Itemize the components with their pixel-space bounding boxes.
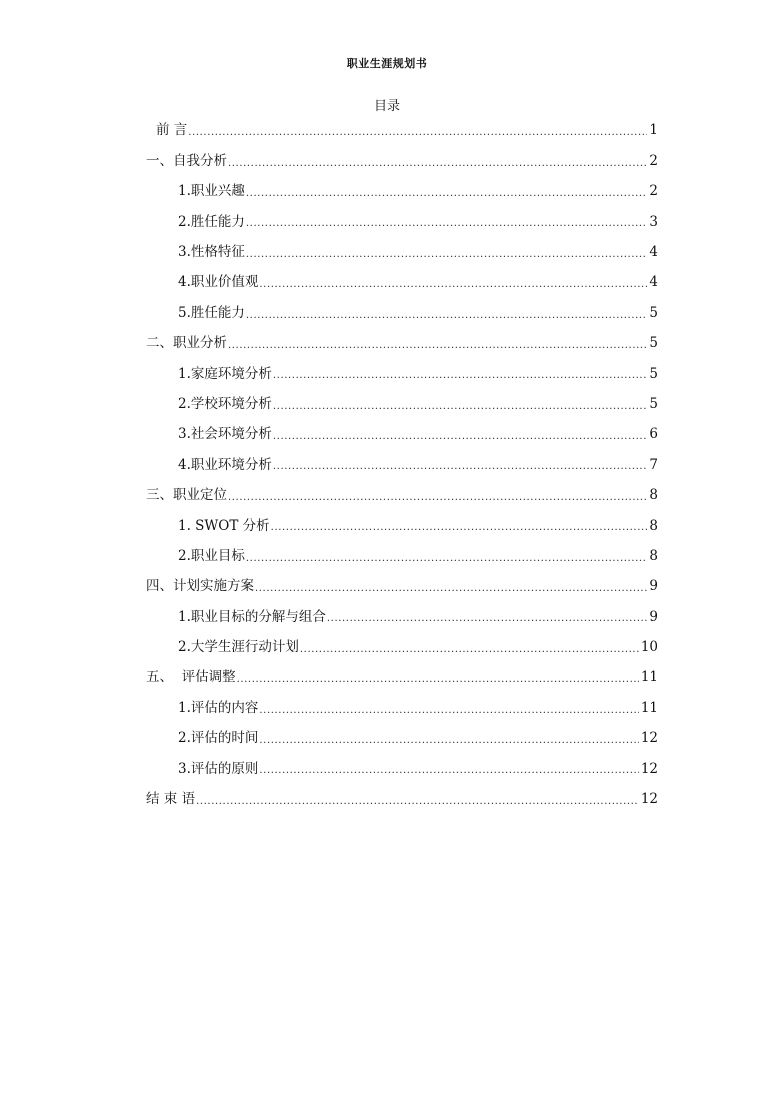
- toc-entry-label: 一、自我分析: [146, 152, 227, 169]
- toc-entry-label: 1.家庭环境分析: [178, 365, 272, 382]
- toc-entry-page: 8: [649, 547, 658, 564]
- toc-leader-dots: [237, 675, 639, 685]
- toc-leader-dots: [228, 493, 647, 503]
- toc-leader-dots: [273, 371, 648, 381]
- toc-entry-label: 4.职业环境分析: [178, 456, 272, 473]
- toc-entry-career-values[interactable]: [146, 268, 658, 298]
- toc-leader-dots: [271, 523, 648, 533]
- toc-entry-label: 三、职业定位: [146, 487, 227, 504]
- toc-entry-conclusion[interactable]: [146, 785, 658, 815]
- toc-entry-page: 5: [649, 304, 658, 321]
- toc-entry-page: 1: [649, 122, 658, 139]
- toc-entry-page: 4: [649, 244, 658, 260]
- toc-leader-dots: [273, 432, 648, 442]
- toc-entry-label: 2.评估的时间: [178, 730, 259, 747]
- toc-leader-dots: [188, 128, 647, 138]
- toc-entry-page: 2: [649, 183, 658, 200]
- toc-entry-page: 9: [649, 578, 658, 595]
- toc-entry-label: 4.职业价值观: [178, 274, 259, 291]
- toc-entry-label: 3.性格特征: [178, 244, 245, 260]
- toc-entry-page: 7: [649, 456, 658, 473]
- toc-entry-preface[interactable]: [146, 116, 658, 146]
- toc-entry-family-environment[interactable]: [146, 359, 658, 389]
- toc-entry-evaluation-principles[interactable]: [146, 754, 658, 784]
- toc-leader-dots: [246, 311, 648, 321]
- toc-entry-page: 11: [640, 699, 658, 716]
- toc-leader-dots: [300, 645, 639, 655]
- toc-entry-personality[interactable]: [146, 238, 658, 268]
- toc-entry-competency-2[interactable]: [146, 298, 658, 328]
- toc-entry-page: 8: [649, 517, 658, 534]
- toc-entry-page: 11: [640, 669, 658, 686]
- table-of-contents: [146, 116, 658, 815]
- toc-entry-swot-analysis[interactable]: [146, 511, 658, 541]
- toc-leader-dots: [259, 706, 638, 716]
- toc-entry-label: 2.职业目标: [178, 547, 245, 564]
- toc-entry-page: 8: [649, 487, 658, 504]
- toc-entry-page: 5: [649, 395, 658, 412]
- toc-entry-page: 12: [640, 791, 658, 808]
- toc-entry-career-analysis[interactable]: [146, 329, 658, 359]
- toc-entry-label: 2.胜任能力: [178, 213, 245, 230]
- toc-leader-dots: [273, 402, 648, 412]
- document-title: 职业生涯规划书: [346, 57, 428, 70]
- toc-leader-dots: [255, 584, 647, 594]
- toc-entry-label: 2.大学生涯行动计划: [178, 639, 299, 656]
- toc-entry-page: 3: [649, 213, 658, 230]
- toc-entry-career-interest[interactable]: [146, 177, 658, 207]
- toc-leader-dots: [259, 766, 638, 776]
- toc-entry-page: 9: [649, 608, 658, 625]
- toc-entry-career-positioning[interactable]: [146, 481, 658, 511]
- toc-heading: 目录: [373, 99, 400, 114]
- toc-entry-page: 10: [640, 639, 658, 656]
- toc-leader-dots: [246, 189, 648, 199]
- toc-entry-page: 12: [640, 730, 658, 747]
- toc-entry-implementation-plan[interactable]: [146, 572, 658, 602]
- toc-entry-label: 1. SWOT 分析: [178, 517, 270, 534]
- toc-entry-page: 5: [649, 365, 658, 382]
- toc-entry-page: 5: [649, 335, 658, 352]
- toc-entry-career-environment[interactable]: [146, 450, 658, 480]
- toc-entry-career-goals[interactable]: [146, 541, 658, 571]
- toc-entry-page: 2: [649, 152, 658, 169]
- toc-leader-dots: [228, 341, 647, 351]
- toc-leader-dots: [228, 159, 647, 169]
- toc-entry-page: 6: [649, 426, 658, 443]
- toc-entry-label: 五、 评估调整: [146, 669, 236, 686]
- toc-entry-self-analysis[interactable]: [146, 146, 658, 176]
- toc-entry-evaluation-content[interactable]: [146, 693, 658, 723]
- toc-entry-label: 2.学校环境分析: [178, 395, 272, 412]
- toc-leader-dots: [246, 250, 648, 260]
- toc-leader-dots: [196, 797, 639, 807]
- toc-entry-label: 四、计划实施方案: [146, 578, 254, 595]
- toc-entry-label: 前 言: [156, 122, 188, 139]
- toc-entry-label: 二、职业分析: [146, 335, 227, 352]
- toc-entry-evaluation-adjustment[interactable]: [146, 663, 658, 693]
- toc-leader-dots: [327, 614, 648, 624]
- toc-entry-label: 3.社会环境分析: [178, 426, 272, 443]
- toc-leader-dots: [246, 554, 648, 564]
- toc-leader-dots: [246, 219, 648, 229]
- toc-entry-social-environment[interactable]: [146, 420, 658, 450]
- toc-leader-dots: [259, 736, 638, 746]
- toc-entry-label: 1.职业目标的分解与组合: [178, 608, 326, 625]
- toc-entry-evaluation-time[interactable]: [146, 724, 658, 754]
- toc-entry-page: 4: [649, 274, 658, 291]
- toc-leader-dots: [259, 280, 647, 290]
- toc-entry-label: 5.胜任能力: [178, 304, 245, 321]
- toc-entry-goal-breakdown[interactable]: [146, 602, 658, 632]
- toc-entry-label: 结 束 语: [146, 791, 196, 808]
- toc-entry-school-environment[interactable]: [146, 390, 658, 420]
- toc-leader-dots: [273, 462, 648, 472]
- toc-entry-action-plan[interactable]: [146, 633, 658, 663]
- toc-entry-page: 12: [640, 760, 658, 777]
- toc-entry-label: 3.评估的原则: [178, 760, 259, 777]
- toc-entry-label: 1.职业兴趣: [178, 183, 245, 200]
- toc-entry-competency[interactable]: [146, 207, 658, 237]
- toc-entry-label: 1.评估的内容: [178, 699, 259, 716]
